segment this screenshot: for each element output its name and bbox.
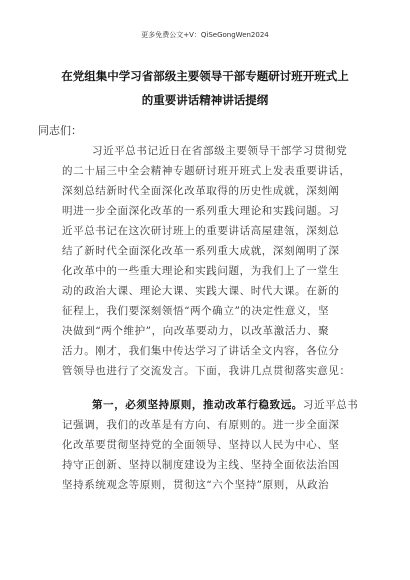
paragraph-line: 的二十届三中全会精神专题研讨班开班式上发表重要讲话，	[62, 165, 351, 177]
paragraph-lead-rest: 习近平总书	[302, 399, 359, 411]
paragraph-line: 化改革要贯彻坚持党的全面领导、坚持以人民为中心、坚	[62, 439, 340, 451]
paragraph-line: 决做到“两个维护”，向改革要动力，以改革激活力、聚	[62, 325, 330, 337]
paragraph-line: 深刻总结新时代全面深化改革取得的历史性成就，深刻阐	[62, 185, 340, 197]
paragraph-line: 持守正创新、坚持以制度建设为主线、坚持全面依法治国	[62, 459, 340, 471]
paragraph-line: 坚持系统观念等原则，贯彻这“六个坚持”原则，从政治	[62, 479, 330, 491]
title-line-1: 在党组集中学习省部级主要领导干部专题研讨班开班式上	[61, 69, 349, 83]
paragraph-lead-line	[92, 398, 362, 412]
paragraph-line: 习近平总书记近日在省部级主要领导干部学习贯彻党	[92, 145, 348, 157]
paragraph-line: 化改革中的一些重大理论和实践问题，为我们上了一堂生	[62, 265, 340, 277]
salutation: 同志们：	[38, 124, 82, 137]
paragraph-line: 明进一步全面深化改革的一系列重大理论和实践问题。习	[62, 205, 340, 217]
paragraph-line: 记强调，我们的改革是有方向、有原则的。进一步全面深	[62, 419, 340, 431]
paragraph-line: 近平总书记在这次研讨班上的重要讲话高屋建瓴，深刻总	[62, 225, 340, 237]
paragraph-line: 管领导也进行了交流发言。下面，我讲几点贯彻落实意见：	[62, 365, 351, 377]
paragraph-line: 活力。刚才，我们集中传达学习了讲话全文内容，各位分	[62, 345, 340, 357]
paragraph-line: 结了新时代全面深化改革一系列重大成就，深刻阐明了深	[62, 245, 340, 257]
header-note: 更多免费公文+V：QiSeGongWen2024	[141, 31, 269, 39]
paragraph-line: 征程上，我们要深刻领悟“两个确立”的决定性意义，坚	[62, 305, 330, 317]
paragraph-line: 动的政治大课、理论大课、实践大课、时代大课。在新的	[62, 285, 340, 297]
paragraph-lead-bold: 第一，必须坚持原则，推动改革行稳致远。	[92, 399, 303, 411]
title-line-2: 的重要讲话精神讲话提纲	[141, 93, 269, 107]
